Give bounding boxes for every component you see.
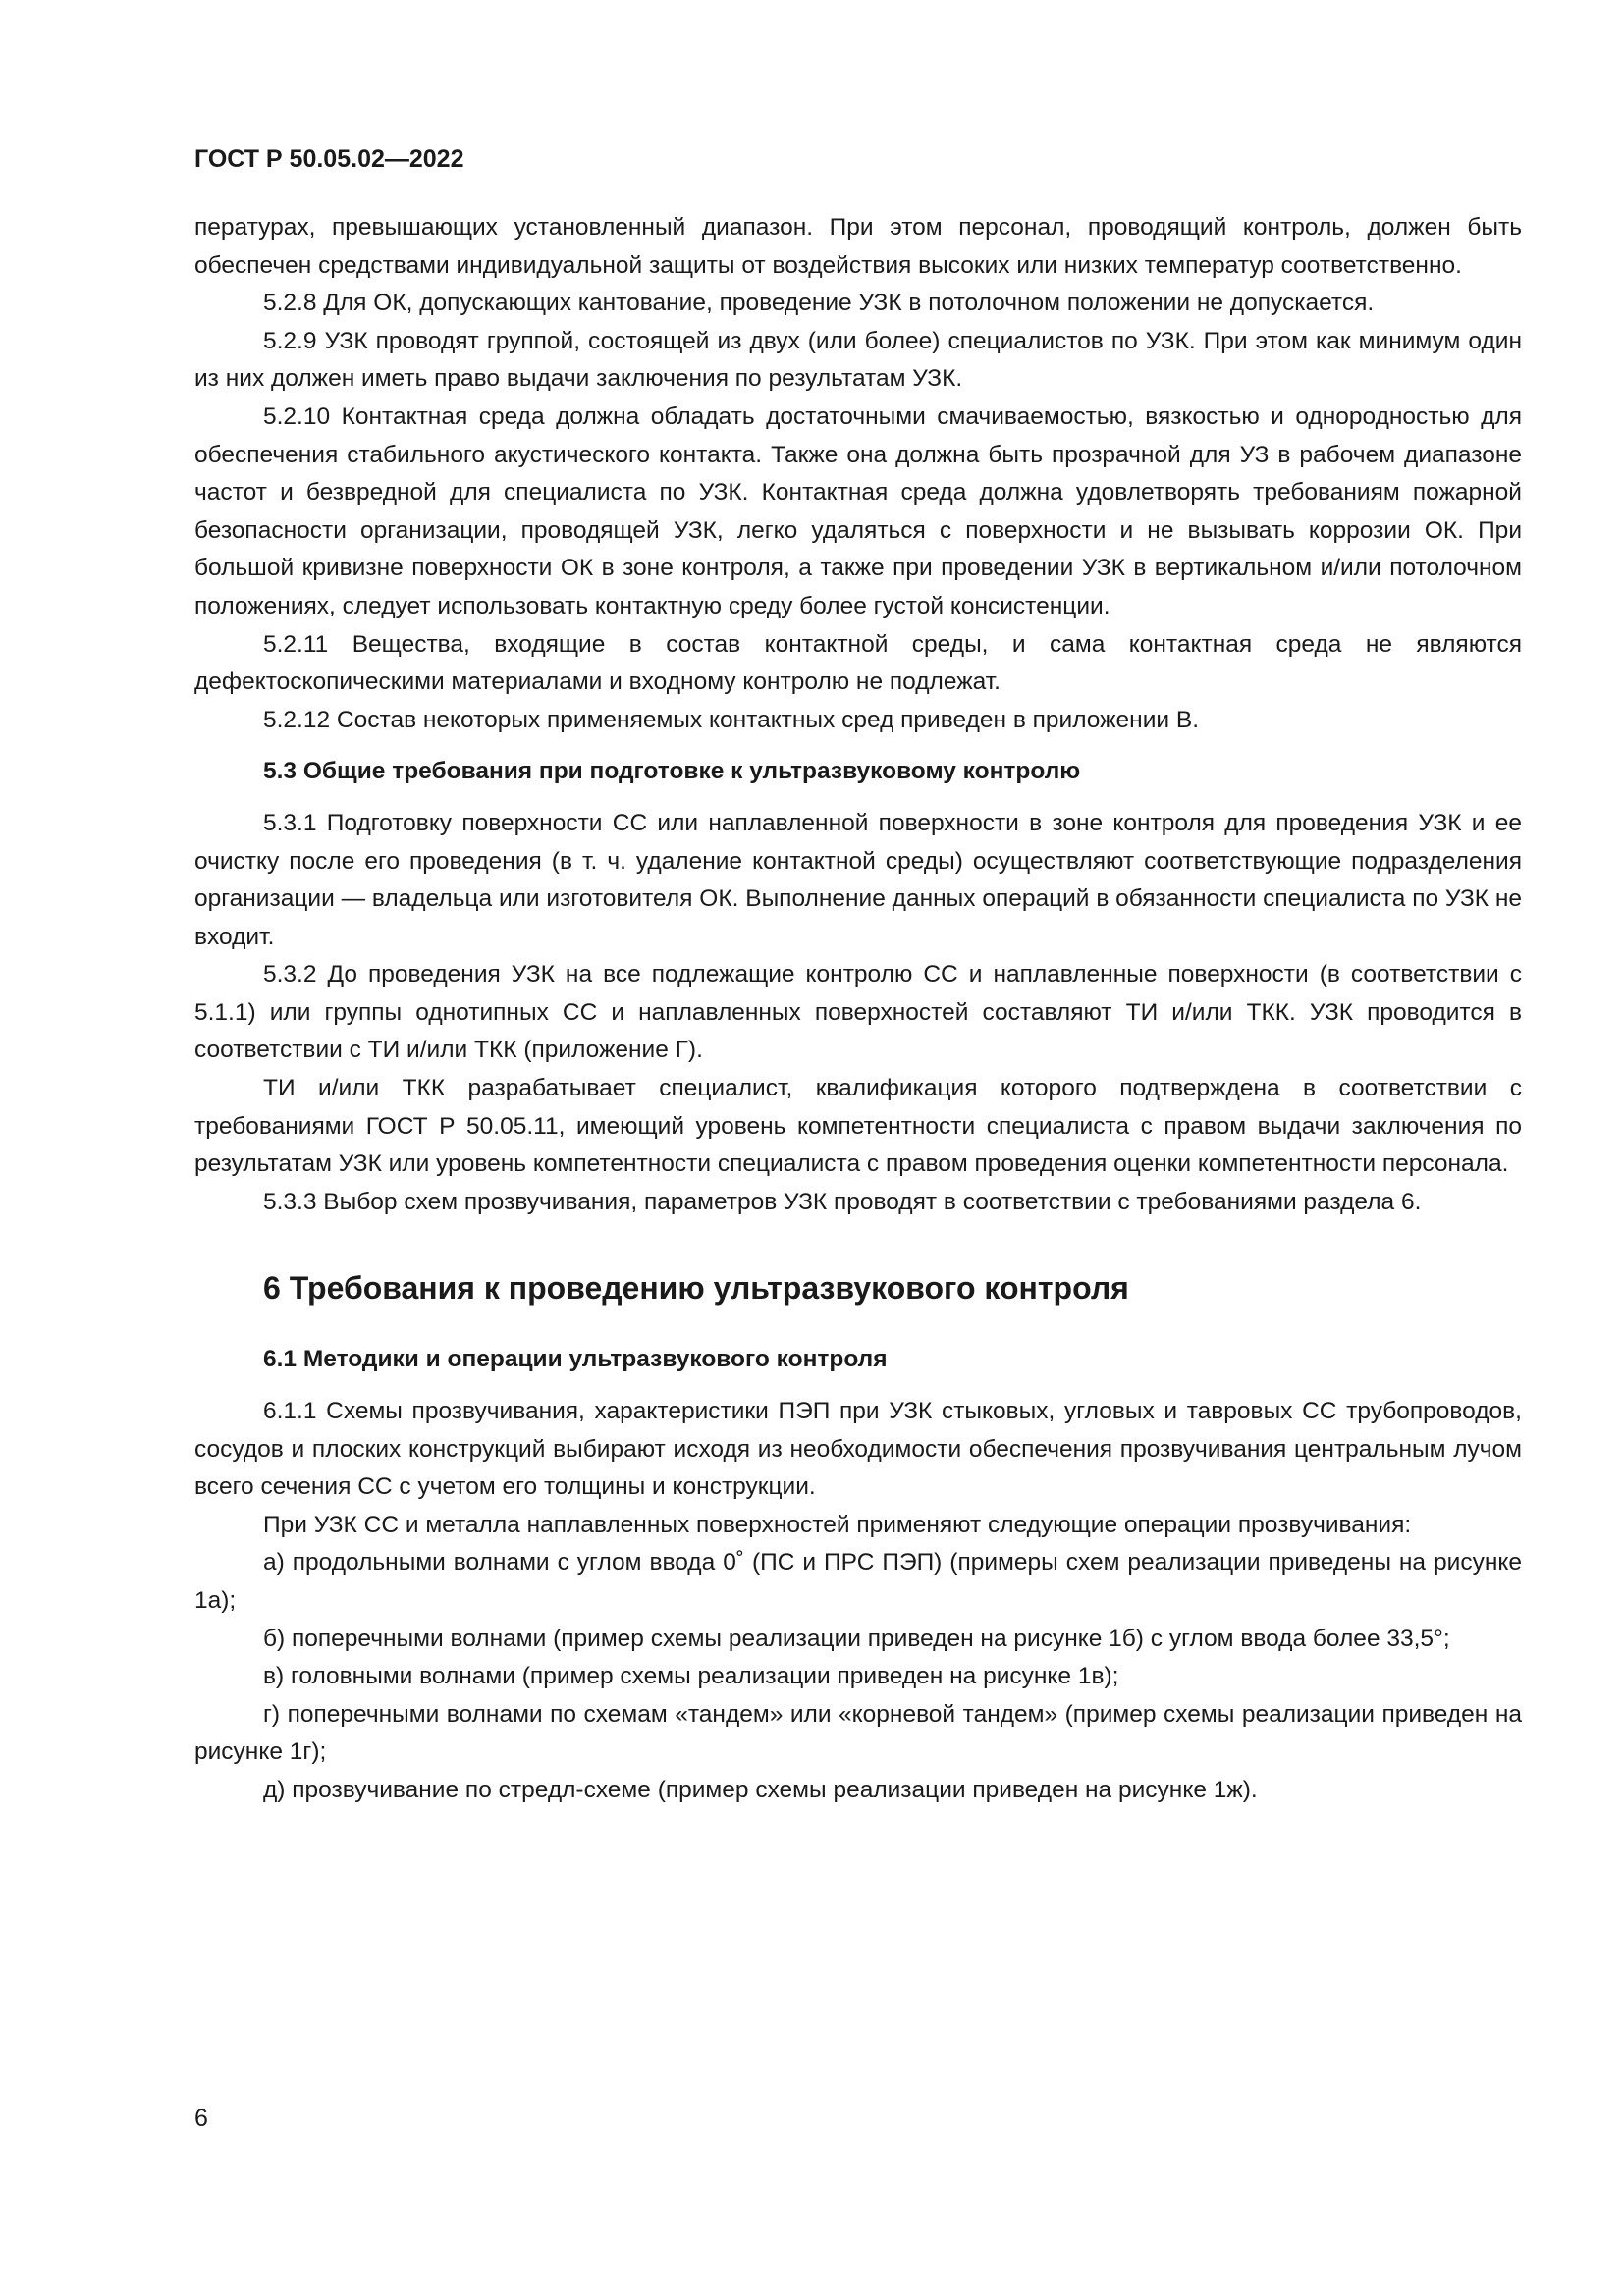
- paragraph-5-2-9: 5.2.9 УЗК проводят группой, состоящей из двух (или более) специалистов по УЗК. При этом как минимум один из них должен иметь право выдачи заключения по результатам УЗК.: [194, 327, 1522, 393]
- paragraph-ti-tkk: ТИ и/или ТКК разрабатывает специалист, квалификация которого подтверждена в соответствии с требованиями ГОСТ Р 50.05.11, имеющий уровень компетентности специалиста с правом выдачи заключения по результатам УЗК или уровень компетентности специалиста с правом проведения оценки компетентности персонала.: [194, 1075, 1522, 1178]
- paragraph-5-3-3: 5.3.3 Выбор схем прозвучивания, параметров УЗК проводят в соответствии с требованиями раздела 6.: [263, 1188, 1422, 1215]
- paragraph-5-2-8: 5.2.8 Для ОК, допускающих кантование, проведение УЗК в потолочном положении не допускается.: [263, 290, 1375, 317]
- page-number: 6: [194, 2105, 208, 2132]
- paragraph-5-2-12: 5.2.12 Состав некоторых применяемых контактных сред приведен в приложении В.: [263, 706, 1200, 733]
- paragraph-5-3-1: 5.3.1 Подготовку поверхности СС или наплавленной поверхности в зоне контроля для проведения УЗК и ее очистку после его проведения (в т. ч. удаление контактной среды) осуществляют соответствующие подразделения организации — владельца или изготовителя ОК. Выполнение данных операций в обязанности специалиста по УЗК не входит.: [194, 809, 1522, 950]
- list-item-b: б) поперечными волнами (пример схемы реализации приведен на рисунке 1б) с углом ввода более 33,5°;: [263, 1625, 1450, 1652]
- paragraph-6-1-1: 6.1.1 Схемы прозвучивания, характеристики ПЭП при УЗК стыковых, угловых и тавровых СС трубопроводов, сосудов и плоских конструкций выбирают исходя из необходимости обеспечения прозвучивания центральным лучом всего сечения СС с учетом его толщины и конструкции.: [194, 1398, 1522, 1501]
- paragraph-5-3-2: 5.3.2 До проведения УЗК на все подлежащие контролю СС и наплавленные поверхности (в соответствии с 5.1.1) или группы однотипных СС и наплавленных поверхностей составляют ТИ и/или ТКК. УЗК проводится в соответствии с ТИ и/или ТКК (приложение Г).: [194, 961, 1522, 1064]
- paragraph-5-2-10: 5.2.10 Контактная среда должна обладать достаточными смачиваемостью, вязкостью и однородностью для обеспечения стабильного акустического контакта. Также она должна быть прозрачной для УЗ в рабочем диапазоне частот и безвредной для специалиста по УЗК. Контактная среда должна удовлетворять требованиям пожарной безопасности организации, проводящей УЗК, легко удаляться с поверхности и не вызывать коррозии ОК. При большой кривизне поверхности ОК в зоне контроля, а также при проведении УЗК в вертикальном и/или потолочном положениях, следует использовать контактную среду более густой консистенции.: [194, 402, 1522, 619]
- list-item-v: в) головными волнами (пример схемы реализации приведен на рисунке 1в);: [263, 1663, 1119, 1690]
- subsection-heading-6-1: 6.1 Методики и операции ультразвукового контроля: [263, 1346, 888, 1373]
- document-header: ГОСТ Р 50.05.02—2022: [194, 145, 464, 173]
- paragraph-operations-intro: При УЗК СС и металла наплавленных поверхностей применяют следующие операции прозвучивания:: [263, 1511, 1412, 1538]
- list-item-d: д) прозвучивание по стредл-схеме (пример схемы реализации приведен на рисунке 1ж).: [263, 1776, 1258, 1803]
- subsection-heading-5-3: 5.3 Общие требования при подготовке к ультразвуковому контролю: [263, 758, 1081, 785]
- paragraph-continuation: пературах, превышающих установленный диапазон. При этом персонал, проводящий контроль, должен быть обеспечен средствами индивидуальной защиты от воздействия высоких или низких температур соответственно.: [194, 214, 1522, 279]
- list-item-g: г) поперечными волнами по схемам «тандем» или «корневой тандем» (пример схемы реализации приведен на рисунке 1г);: [194, 1700, 1522, 1766]
- section-heading-6: 6 Требования к проведению ультразвукового контроля: [263, 1270, 1129, 1307]
- list-item-a: а) продольными волнами с углом ввода 0˚ (ПС и ПРС ПЭП) (примеры схем реализации приведены на рисунке 1а);: [194, 1549, 1522, 1614]
- paragraph-5-2-11: 5.2.11 Вещества, входящие в состав контактной среды, и сама контактная среда не являются дефектоскопическими материалами и входному контролю не подлежат.: [194, 630, 1522, 696]
- page-body: [194, 145, 1522, 1810]
